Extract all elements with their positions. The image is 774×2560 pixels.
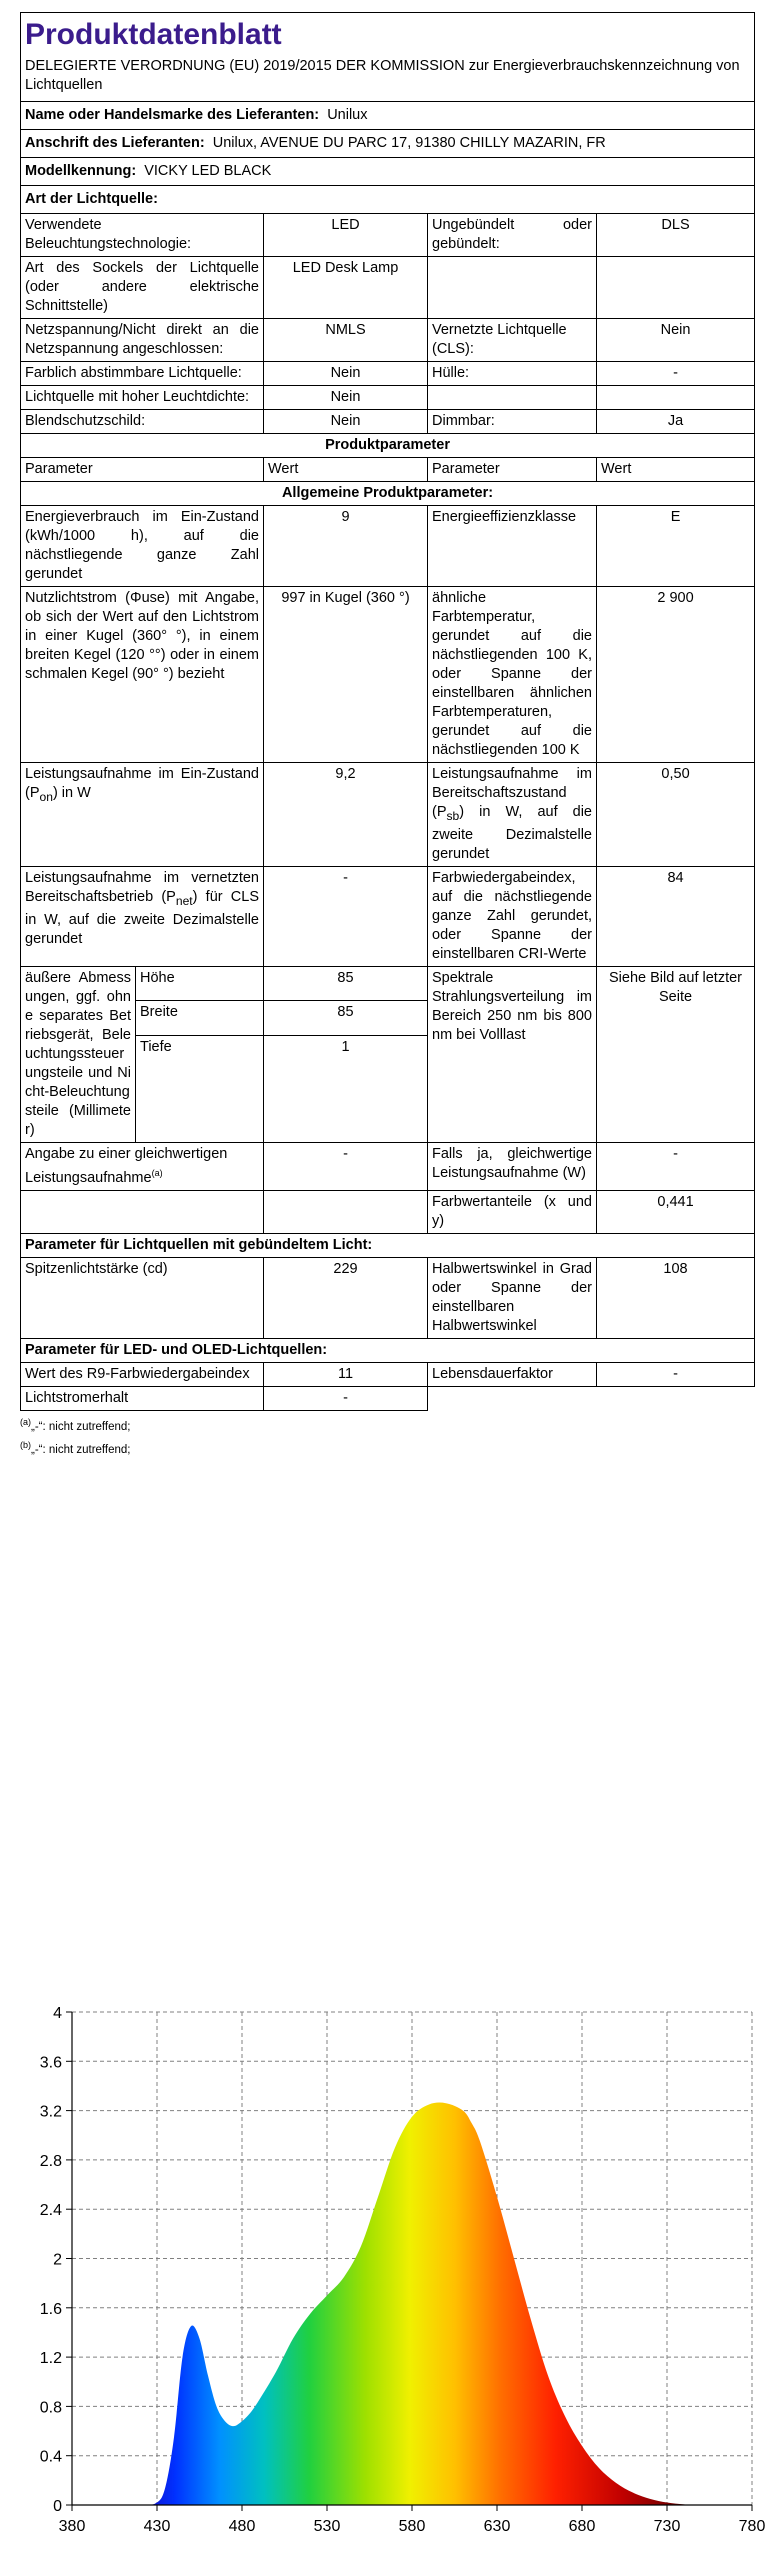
light-source-param: Netzspannung/Nicht direkt an die Netzspannung angeschlossen: <box>21 319 264 362</box>
standby-power-value: 0,50 <box>597 763 755 867</box>
networked-standby-label: Leistungsaufnahme im vernetzten Bereitschaftsbetrieb $(P_{net})$ für CLS in W, auf die zweite Dezimalstelle gerundet <box>21 866 264 966</box>
spectrum-area <box>72 2103 752 2505</box>
model-value: VICKY LED BLACK <box>144 163 272 179</box>
spectrum-value: Siehe Bild auf letzter Seite <box>597 966 755 1142</box>
lumen-maintenance-value: - <box>264 1386 428 1410</box>
y-tick-label: 3.2 <box>39 2103 62 2121</box>
standby-power-label: Leistungsaufnahme im Bereitschaftszustand $(P_{sb})$ in W, auf die zweite Dezimalstelle gerundet <box>428 763 597 867</box>
param-row <box>21 1190 755 1233</box>
supplier-address-value: Unilux, AVENUE DU PARC 17, 91380 CHILLY MAZARIN, FR <box>212 135 606 151</box>
equivalent-power-value: - <box>264 1142 428 1190</box>
light-source-heading: Art der Lichtquelle: <box>21 186 755 214</box>
equivalent-power-if-label: Falls ja, gleichwertige Leistungsaufnahme (W) <box>428 1142 597 1190</box>
light-source-value: Nein <box>264 410 428 434</box>
light-source-param: Verwendete Beleuchtungstechnologie: <box>21 214 264 257</box>
y-tick-label: 1.6 <box>39 2300 62 2318</box>
survival-factor-label: Lebensdauerfaktor <box>428 1362 597 1386</box>
peak-intensity-label: Spitzenlichtstärke (cd) <box>21 1257 264 1338</box>
light-source-param: Vernetzte Lichtquelle (CLS): <box>428 319 597 362</box>
model-label: Modellkennung: <box>25 163 137 179</box>
beam-angle-label: Halbwertswinkel in Grad oder Spanne der einstellbaren Halbwertswinkel <box>428 1257 597 1338</box>
y-tick-label: 0.4 <box>39 2448 62 2466</box>
equivalent-power-if-value: - <box>597 1142 755 1190</box>
beam-angle-value: 108 <box>597 1257 755 1338</box>
footnote-a: $^{(a)}$„-“: nicht zutreffend; <box>20 1416 131 1433</box>
product-params-heading: Produktparameter <box>21 434 755 458</box>
param-row <box>21 866 755 966</box>
param-row <box>21 587 755 763</box>
x-tick-label: 630 <box>483 2518 511 2535</box>
param-row <box>21 1386 755 1410</box>
x-tick-label: 780 <box>738 2518 766 2535</box>
supplier-name-label: Name oder Handelsmarke des Lieferanten: <box>25 107 320 123</box>
dimensions-label: äußere Abmessungen, ggf. ohne separates Betriebsgerät, Beleuchtungssteuerungsteile und Nicht-Beleuchtungsteile (Millimeter) <box>21 966 136 1142</box>
light-source-row <box>21 362 755 386</box>
y-tick-label: 3.6 <box>39 2054 62 2072</box>
light-source-value: LED Desk Lamp <box>264 257 428 319</box>
light-source-value: Nein <box>264 386 428 410</box>
light-source-row <box>21 214 755 257</box>
header-cell <box>21 13 755 102</box>
light-source-value: Nein <box>597 319 755 362</box>
light-source-param: Ungebündelt oder gebündelt: <box>428 214 597 257</box>
cct-label: ähnliche Farbtemperatur, gerundet auf die nächstliegenden 100 K, oder Spanne der einstellbaren ähnlichen Farbtemperaturen, gerundet auf die nächstliegenden 100 K <box>428 587 597 763</box>
networked-standby-value: - <box>264 866 428 966</box>
light-source-value: DLS <box>597 214 755 257</box>
height-label: Höhe <box>136 966 264 1001</box>
luminous-flux-value: 997 in Kugel (360 °) <box>264 587 428 763</box>
lumen-maintenance-label: Lichtstromerhalt <box>21 1386 264 1410</box>
spectral-distribution-chart <box>20 2000 766 2545</box>
light-source-row <box>21 257 755 319</box>
directional-heading: Parameter für Lichtquellen mit gebündeltem Licht: <box>21 1233 755 1257</box>
depth-label: Tiefe <box>136 1035 264 1142</box>
y-tick-label: 4 <box>53 2005 62 2022</box>
light-source-value: Ja <box>597 410 755 434</box>
light-source-value: NMLS <box>264 319 428 362</box>
y-tick-label: 0 <box>53 2498 62 2515</box>
col-header-value: Wert <box>597 458 755 482</box>
energy-class-value: E <box>597 506 755 587</box>
supplier-name-row <box>21 102 755 130</box>
light-source-row <box>21 386 755 410</box>
y-tick-label: 2.4 <box>39 2202 62 2220</box>
supplier-name-value: Unilux <box>327 107 368 123</box>
col-header-value: Wert <box>264 458 428 482</box>
light-source-param: Art des Sockels der Lichtquelle (oder andere elektrische Schnittstelle) <box>21 257 264 319</box>
empty-cell <box>21 1190 264 1233</box>
light-source-value: Nein <box>264 362 428 386</box>
light-source-param <box>428 386 597 410</box>
x-tick-label: 680 <box>568 2518 596 2535</box>
light-source-param: Blendschutzschild: <box>21 410 264 434</box>
y-tick-label: 0.8 <box>39 2399 62 2417</box>
param-row <box>21 763 755 867</box>
width-value: 85 <box>264 1001 428 1036</box>
col-header-param: Parameter <box>428 458 597 482</box>
width-label: Breite <box>136 1001 264 1036</box>
equivalent-power-label: Angabe zu einer gleichwertigen Leistungsaufnahme$^{(a)}$ <box>21 1142 264 1190</box>
param-row <box>21 506 755 587</box>
param-row <box>21 1257 755 1338</box>
x-tick-label: 530 <box>313 2518 341 2535</box>
height-value: 85 <box>264 966 428 1001</box>
empty-cell <box>264 1190 428 1233</box>
dimensions-row <box>21 966 755 1001</box>
cri-label: Farbwiedergabeindex, auf die nächstliegende ganze Zahl gerundet, oder Spanne der einstellbaren CRI-Werte <box>428 866 597 966</box>
depth-value: 1 <box>264 1035 428 1142</box>
footnotes <box>20 1413 754 1459</box>
cri-value: 84 <box>597 866 755 966</box>
chromaticity-value: 0,441 <box>597 1190 755 1233</box>
page-title: Produktdatenblatt <box>25 18 282 51</box>
x-tick-label: 430 <box>143 2518 171 2535</box>
regulation-text: DELEGIERTE VERORDNUNG (EU) 2019/2015 DER KOMMISSION zur Energieverbrauchskennzeichnung von Lichtquellen <box>25 58 740 93</box>
product-data-sheet <box>20 12 754 1458</box>
x-tick-label: 730 <box>653 2518 681 2535</box>
footnote-b: $^{(b)}$„-“: nicht zutreffend; <box>20 1439 131 1456</box>
cct-value: 2 900 <box>597 587 755 763</box>
col-header-param: Parameter <box>21 458 264 482</box>
supplier-address-row <box>21 130 755 158</box>
spectrum-label: Spektrale Strahlungsverteilung im Bereich 250 nm bis 800 nm bei Volllast <box>428 966 597 1142</box>
y-tick-label: 1.2 <box>39 2350 62 2368</box>
power-on-label: Leistungsaufnahme im Ein-Zustand $(P_{on})$ in W <box>21 763 264 867</box>
param-row <box>21 1142 755 1190</box>
energy-consumption-label: Energieverbrauch im Ein-Zustand (kWh/1000 h), auf die nächstliegende ganze Zahl gerundet <box>21 506 264 587</box>
luminous-flux-label: Nutzlichtstrom (Φuse) mit Angabe, ob sich der Wert auf den Lichtstrom in einer Kugel (360° °), in einem breiten Kegel (120 °°) oder in einem schmalen Kegel (90° °) bezieht <box>21 587 264 763</box>
light-source-param: Lichtquelle mit hoher Leuchtdichte: <box>21 386 264 410</box>
light-source-value: - <box>597 362 755 386</box>
column-header-row <box>21 458 755 482</box>
y-tick-label: 2 <box>53 2251 62 2269</box>
chromaticity-label: Farbwertanteile (x und y) <box>428 1190 597 1233</box>
energy-consumption-value: 9 <box>264 506 428 587</box>
r9-value: 11 <box>264 1362 428 1386</box>
empty-cell <box>428 1386 755 1410</box>
x-tick-label: 380 <box>58 2518 86 2535</box>
light-source-param: Hülle: <box>428 362 597 386</box>
r9-label: Wert des R9-Farbwiedergabeindex <box>21 1362 264 1386</box>
x-tick-label: 580 <box>398 2518 426 2535</box>
supplier-address-label: Anschrift des Lieferanten: <box>25 135 205 151</box>
led-heading: Parameter für LED- und OLED-Lichtquellen: <box>21 1338 755 1362</box>
light-source-value: LED <box>264 214 428 257</box>
light-source-row <box>21 410 755 434</box>
light-source-param <box>428 257 597 319</box>
param-row <box>21 1362 755 1386</box>
energy-class-label: Energieeffizienzklasse <box>428 506 597 587</box>
light-source-value <box>597 386 755 410</box>
light-source-param: Farblich abstimmbare Lichtquelle: <box>21 362 264 386</box>
light-source-param: Dimmbar: <box>428 410 597 434</box>
power-on-value: 9,2 <box>264 763 428 867</box>
light-source-value <box>597 257 755 319</box>
x-tick-label: 480 <box>228 2518 256 2535</box>
light-source-row <box>21 319 755 362</box>
model-row <box>21 158 755 186</box>
general-params-heading: Allgemeine Produktparameter: <box>21 482 755 506</box>
y-tick-label: 2.8 <box>39 2152 62 2170</box>
survival-factor-value: - <box>597 1362 755 1386</box>
peak-intensity-value: 229 <box>264 1257 428 1338</box>
